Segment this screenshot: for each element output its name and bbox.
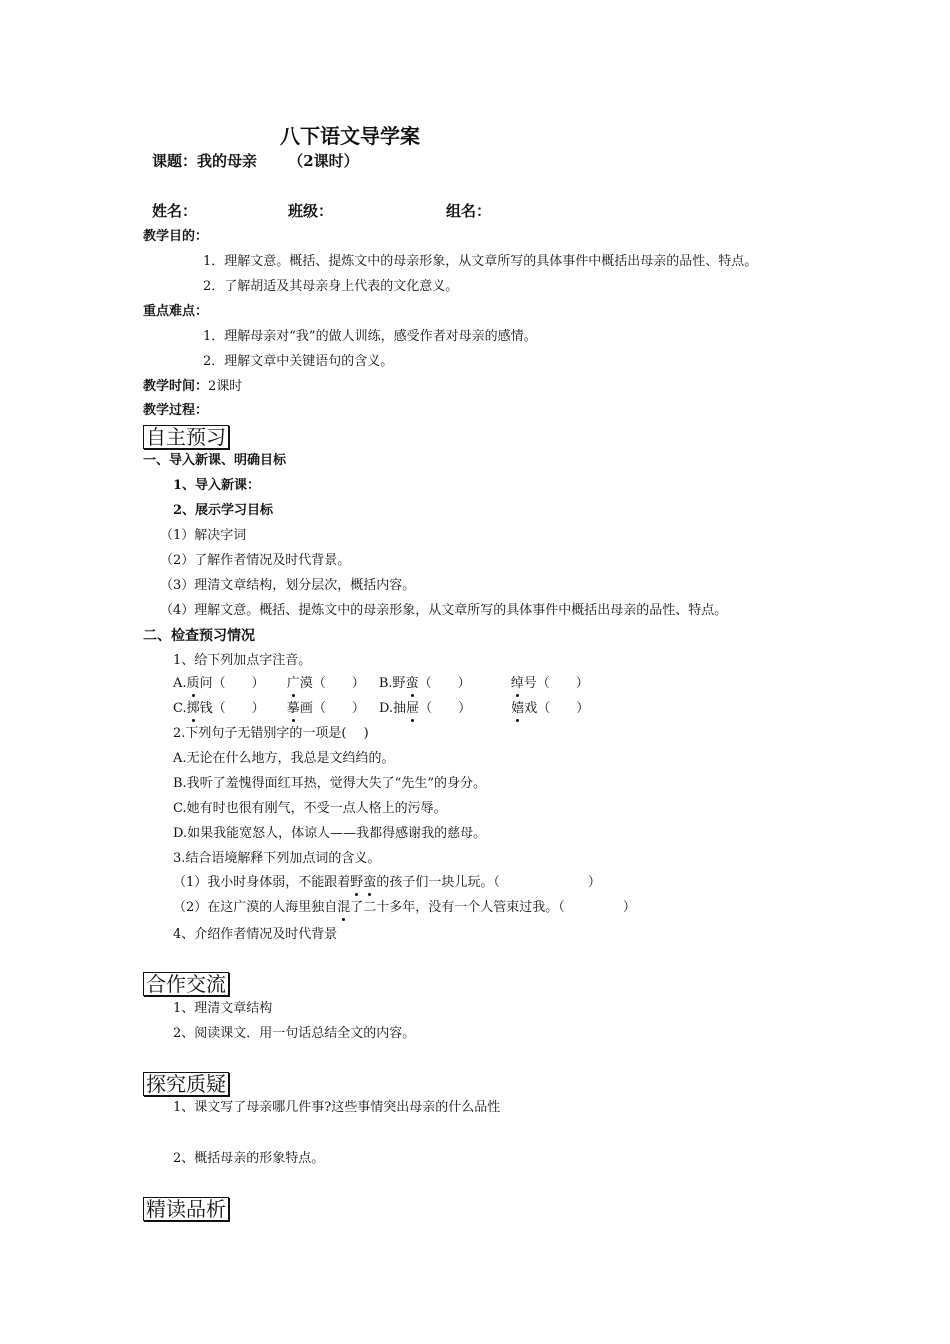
inquiry-item: 2、概括母亲的形象特点。 [173,1151,325,1166]
teaching-time [143,378,242,396]
section1-sub2: 2、展示学习目标 [173,503,274,518]
dotted-char: 绰 [510,676,524,691]
lesson-subject [152,152,359,170]
objective-item: 1．理解文意。概括、提炼文中的母亲形象，从文章所写的具体事件中概括出母亲的品性、特点。 [203,254,758,269]
section-box-close-reading: 精读品析 [143,1197,229,1221]
dotted-char: 蛮 [405,676,419,691]
cooperation-item: 2、阅读课文．用一句话总结全文的内容。 [173,1026,416,1041]
objectives-label: 教学目的： [143,229,209,244]
keypoint-item: 1．理解母亲对“我”的做人训练，感受作者对母亲的感情。 [203,329,537,344]
keypoints-label: 重点难点： [143,304,209,319]
section-box-inquiry: 探究质疑 [143,1072,229,1096]
teaching-time-label: 教学时间： [143,379,209,394]
dotted-char: 蛮 [363,875,377,890]
inquiry-item: 1、课文写了母亲哪几件事?这些事情突出母亲的什么品性 [173,1100,501,1115]
cooperation-item: 1、理清文章结构 [173,1001,273,1016]
objective-item: 2．了解胡适及其母亲身上代表的文化意义。 [203,279,459,294]
section-box-self-preview: 自主预习 [143,425,229,449]
question-3: 3.结合语境解释下列加点词的含义。 [173,851,381,866]
section1-sub1: 1、导入新课： [173,478,261,493]
field-group-label: 组名： [446,202,492,220]
dotted-char: 质 [186,676,200,691]
goal-item: （3）理清文章结构，划分层次，概括内容。 [160,578,416,593]
dotted-char: 嬉 [511,701,525,716]
pinyin-row-ab: A.质问（ ） 广漠（ ） B.野蛮（ ） 绰号（ ） [173,676,589,691]
dotted-char: 野 [350,875,364,890]
question-3-2: （2）在这广漠的人海里独自混了二十多年，没有一个人管束过我。（ ） [173,900,636,915]
process-label: 教学过程： [143,403,209,418]
option-c: C.她有时也很有刚气，不受一点人格上的污辱。 [173,801,447,816]
teaching-time-value: 2课时 [208,379,243,394]
field-name-label: 姓名： [152,202,198,220]
option-d: D.如果我能宽怒人，体谅人——我都得感谢我的慈母。 [173,826,487,841]
section2-heading: 二、检查预习情况 [143,628,255,644]
question-1: 1、给下列加点字注音。 [173,653,312,668]
option-b: B.我听了羞愧得面红耳热，觉得大失了“先生”的身分。 [173,776,486,791]
option-a: A.无论在什么地方，我总是文绉绉的。 [173,751,395,766]
dotted-char: 摹 [286,701,300,716]
section-box-cooperation: 合作交流 [143,972,229,996]
dotted-char: 屉 [406,701,420,716]
page-title: 八下语文导学案 [280,124,420,148]
pinyin-row-cd: C.掷钱（ ） 摹画（ ） D.抽屉（ ） 嬉戏（ ） [173,701,590,716]
dotted-char: 广 [286,676,300,691]
lesson-topic: 课题：我的母亲 [152,152,258,170]
lesson-periods: （2课时） [288,152,359,170]
dotted-char: 混 [337,900,351,915]
question-3-1: （1）我小时身体弱，不能跟着野蛮的孩子们一块儿玩。（ ） [173,875,601,890]
field-class-label: 班级： [288,202,334,220]
goal-item: （1）解决字词 [160,528,247,543]
goal-item: （4）理解文意。概括、提炼文中的母亲形象，从文章所写的具体事件中概括出母亲的品性、特点。 [160,603,728,618]
section1-heading: 一、导入新课、明确目标 [143,453,287,468]
keypoint-item: 2．理解文章中关键语句的含义。 [203,354,394,369]
question-4: 4、介绍作者情况及时代背景 [173,927,338,942]
question-2: 2.下列句子无错别字的一项是( ) [173,726,369,741]
dotted-char: 掷 [186,701,200,716]
goal-item: （2）了解作者情况及时代背景。 [160,553,351,568]
